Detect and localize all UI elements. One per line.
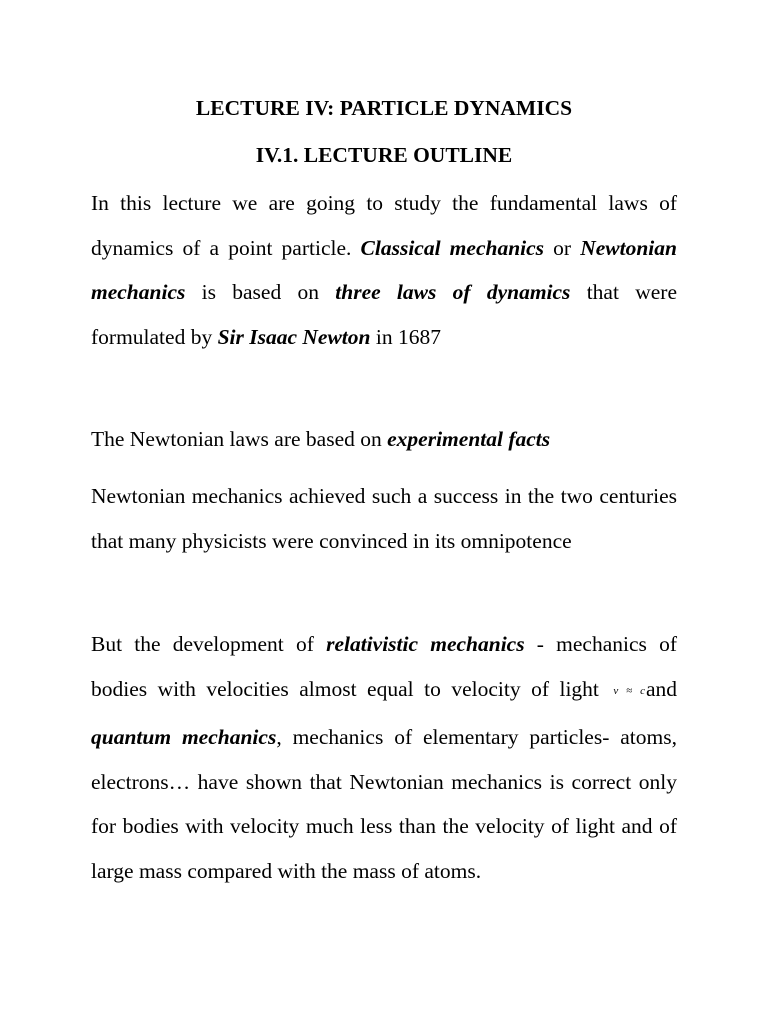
intro-paragraph [91, 181, 677, 359]
paragraph-text: Newtonian mechanics achieved such a success in the two centuries that many physicists were convinced in its omnipotence [91, 484, 677, 553]
paragraph-text: that were formulated by [91, 280, 678, 349]
paragraph-text: The Newtonian laws are based on [91, 427, 388, 451]
lecture-title: LECTURE IV: PARTICLE DYNAMICS [195, 96, 573, 120]
experimental-facts-paragraph [91, 417, 677, 462]
emphasis-quantum-mechanics: quantum mechanics [91, 725, 277, 750]
omnipotence-paragraph [91, 474, 677, 563]
paragraph-text: - mechanics of bodies with velocities almost equal to velocity of light [91, 632, 677, 701]
paragraph-text: in 1687 [370, 324, 441, 349]
emphasis-newtonian-mechanics: Newtonian mechanics [91, 235, 677, 305]
emphasis-relativistic-mechanics: relativistic mechanics [326, 632, 525, 656]
emphasis-experimental-facts: experimental facts [387, 427, 551, 451]
emphasis-three-laws: three laws of dynamics [335, 280, 571, 305]
paragraph-text: But the development of [91, 632, 327, 656]
limitations-paragraph [91, 622, 677, 894]
paragraph-text: In this lecture we are going to study the fundamental laws of dynamics of a point particle. [91, 191, 677, 260]
paragraph-text: or [544, 235, 581, 260]
velocity-formula: v ≈ c [613, 684, 645, 697]
paragraph-text: and [645, 676, 677, 701]
paragraph-text: , mechanics of elementary particles- atoms, electrons… have shown that Newtonian mechanics is correct only for bodies with velocity much less than the velocity of light and of large mass compared with the mass of atoms. [91, 725, 677, 883]
paragraph-text: is based on [185, 280, 336, 305]
emphasis-isaac-newton: Sir Isaac Newton [217, 324, 371, 349]
emphasis-classical-mechanics: Classical mechanics [360, 235, 545, 260]
section-title: IV.1. LECTURE OUTLINE [255, 143, 513, 167]
